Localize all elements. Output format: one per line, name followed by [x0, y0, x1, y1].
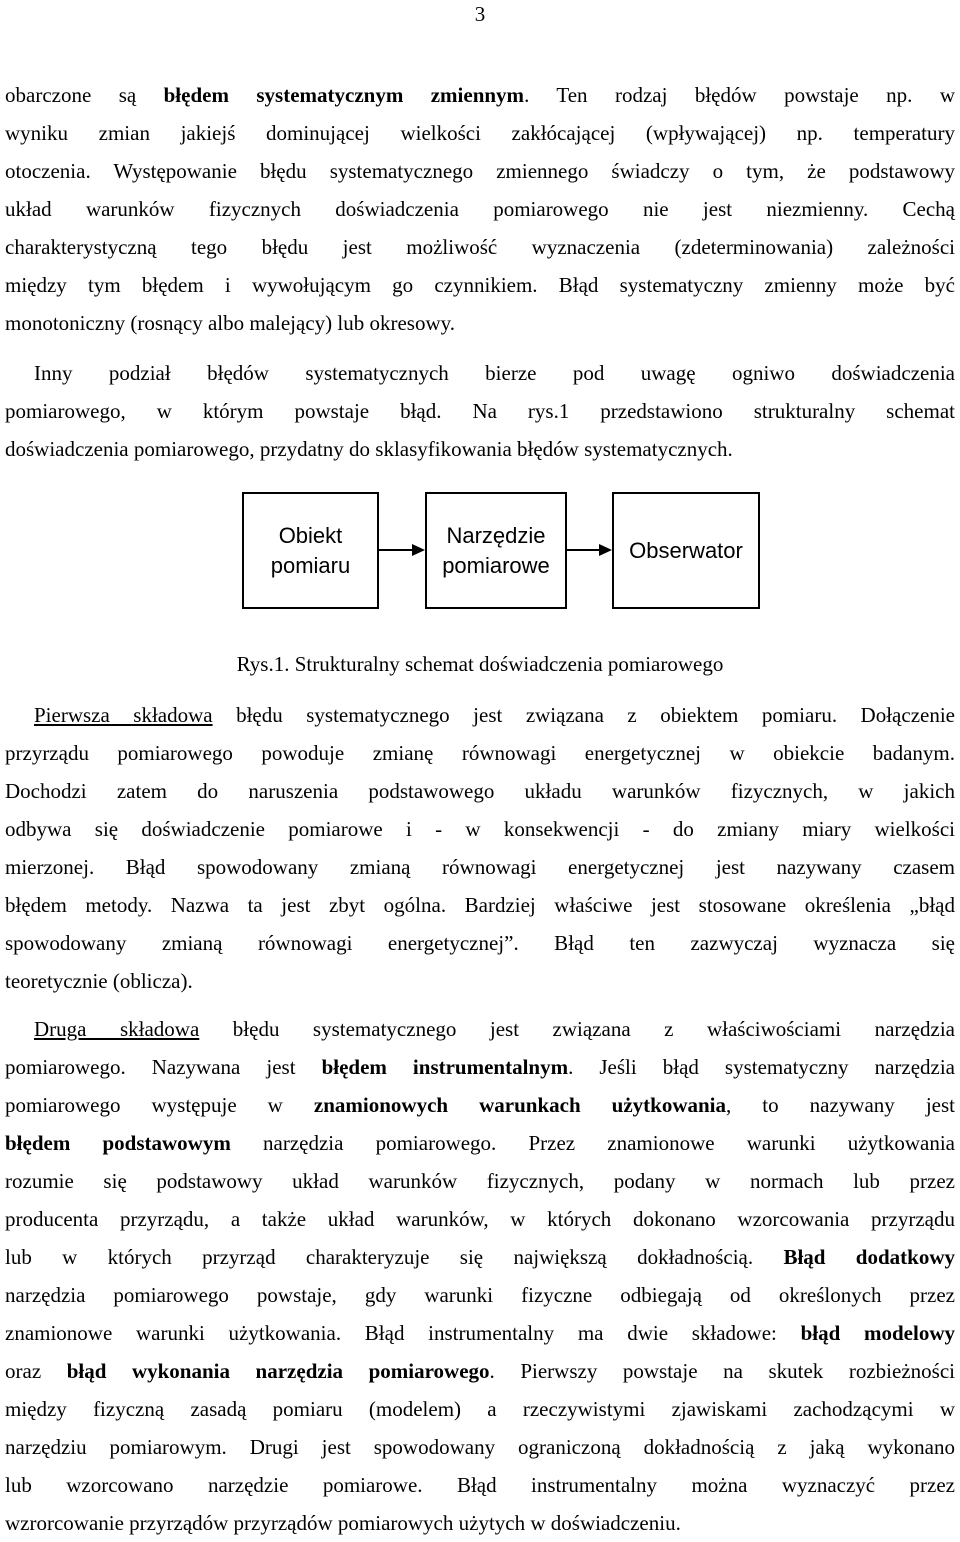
paragraph-1	[5, 76, 955, 342]
underlined-term: Druga składowa	[34, 1017, 200, 1041]
text-line: otoczenia. Występowanie błędu systematycznego zmiennego świadczy o tym, że podstawowy	[5, 159, 955, 183]
text-line: doświadczenia pomiarowego, przydatny do sklasyfikowania błędów systematycznych.	[5, 437, 733, 461]
text-line	[5, 1048, 955, 1086]
text-line: monotoniczny (rosnący albo malejący) lub okresowy.	[5, 311, 456, 335]
underlined-term: Pierwsza składowa	[34, 703, 213, 727]
bold-term: błąd wykonania narzędzia pomiarowego	[66, 1359, 490, 1383]
text-run: obarczone są	[5, 83, 164, 107]
text-line: producenta przyrządu, a także układ warunków, w których dokonano wzorcowania przyrządu	[5, 1207, 955, 1231]
text-line: teoretycznie (oblicza).	[5, 969, 193, 993]
text-run: lub w których przyrząd charakteryzuje się największą dokładnością.	[5, 1245, 784, 1269]
paragraph-2	[5, 354, 955, 468]
text-line: narzędziu pomiarowym. Drugi jest spowodowany ograniczoną dokładnością z jaką wykonano	[5, 1435, 955, 1459]
text-line	[5, 1314, 955, 1352]
text-line	[5, 1124, 955, 1162]
text-run: błędu systematycznego jest związana z obiektem pomiaru. Dołączenie	[212, 703, 955, 727]
text-line: mierzonej. Błąd spowodowany zmianą równowagi energetycznej jest nazywany czasem	[5, 855, 955, 879]
text-line	[5, 1086, 955, 1124]
text-run: pomiarowego. Nazywana jest	[5, 1055, 322, 1079]
text-line: układ warunków fizycznych doświadczenia pomiarowego nie jest niezmienny. Cechą	[5, 197, 955, 221]
text-run: pomiarowego występuje w	[5, 1093, 314, 1117]
text-run: . Ten rodzaj błędów powstaje np. w	[524, 83, 955, 107]
text-line: charakterystyczną tego błędu jest możliwość wyznaczenia (zdeterminowania) zależności	[5, 235, 955, 259]
text-line: przyrządu pomiarowego powoduje zmianę równowagi energetycznej w obiekcie badanym.	[5, 741, 955, 765]
text-line: Inny podział błędów systematycznych bierze pod uwagę ogniwo doświadczenia	[34, 361, 955, 385]
text-line	[5, 1010, 955, 1048]
text-line: Dochodzi zatem do naruszenia podstawowego układu warunków fizycznych, w jakich	[5, 779, 955, 803]
text-run: znamionowe warunki użytkowania. Błąd instrumentalny ma dwie składowe:	[5, 1321, 801, 1345]
text-run: . Pierwszy powstaje na skutek rozbieżności	[489, 1359, 955, 1383]
bold-term: znamionowych warunkach użytkowania	[313, 1093, 727, 1117]
text-run: oraz	[5, 1359, 67, 1383]
arrow-2	[567, 544, 612, 556]
text-line: wyniku zmian jakiejś dominującej wielkości zakłócającej (wpływającej) np. temperatury	[5, 121, 955, 145]
text-line	[5, 1352, 955, 1390]
text-line: narzędzia pomiarowego powstaje, gdy warunki fizyczne odbiegają od określonych przez	[5, 1283, 955, 1307]
text-line: wzrorcowanie przyrządów przyrządów pomiarowych użytych w doświadczeniu.	[5, 1511, 681, 1535]
paragraph-4	[5, 1010, 955, 1542]
text-run: narzędzia pomiarowego. Przez znamionowe warunki użytkowania	[230, 1131, 955, 1155]
box-measuring-instrument: Narzędzie pomiarowe	[425, 492, 567, 609]
text-line: lub wzorcowano narzędzie pomiarowe. Błąd instrumentalny można wyznaczyć przez	[5, 1473, 955, 1497]
box-measurement-object: Obiekt pomiaru	[242, 492, 379, 609]
bold-term: błędem instrumentalnym	[321, 1055, 569, 1079]
bold-term: błędem podstawowym	[5, 1131, 231, 1155]
bold-term: Błąd dodatkowy	[783, 1245, 955, 1269]
paragraph-3	[5, 696, 955, 1000]
text-run: . Jeśli błąd systematyczny narzędzia	[568, 1055, 956, 1079]
bold-term: błąd modelowy	[800, 1321, 955, 1345]
box-observer: Obserwator	[612, 492, 760, 609]
text-line: między fizyczną zasadą pomiaru (modelem) a rzeczywistymi zjawiskami zachodzącymi w	[5, 1397, 955, 1421]
text-line	[5, 1238, 955, 1276]
figure-caption: Rys.1. Strukturalny schemat doświadczenia pomiarowego	[236, 652, 724, 676]
arrow-1	[379, 544, 425, 556]
text-line: pomiarowego, w którym powstaje błąd. Na rys.1 przedstawiono strukturalny schemat	[5, 399, 955, 423]
text-line: błędem metody. Nazwa ta jest zbyt ogólna. Bardziej właściwe jest stosowane określenia „błąd	[5, 893, 955, 917]
text-line: rozumie się podstawowy układ warunków fizycznych, podany w normach lub przez	[5, 1169, 955, 1193]
text-line: spowodowany zmianą równowagi energetycznej”. Błąd ten zazwyczaj wyznacza się	[5, 931, 955, 955]
text-line: między tym błędem i wywołującym go czynnikiem. Błąd systematyczny zmienny może być	[5, 273, 955, 297]
text-run: błędu systematycznego jest związana z właściwościami narzędzia	[199, 1017, 955, 1041]
bold-term: błędem systematycznym zmiennym	[163, 83, 525, 107]
text-run: , to nazywany jest	[726, 1093, 955, 1117]
text-line: odbywa się doświadczenie pomiarowe i - w konsekwencji - do zmiany miary wielkości	[5, 817, 955, 841]
text-line	[5, 76, 955, 114]
text-line	[5, 696, 955, 734]
page-number: 3	[474, 2, 486, 26]
